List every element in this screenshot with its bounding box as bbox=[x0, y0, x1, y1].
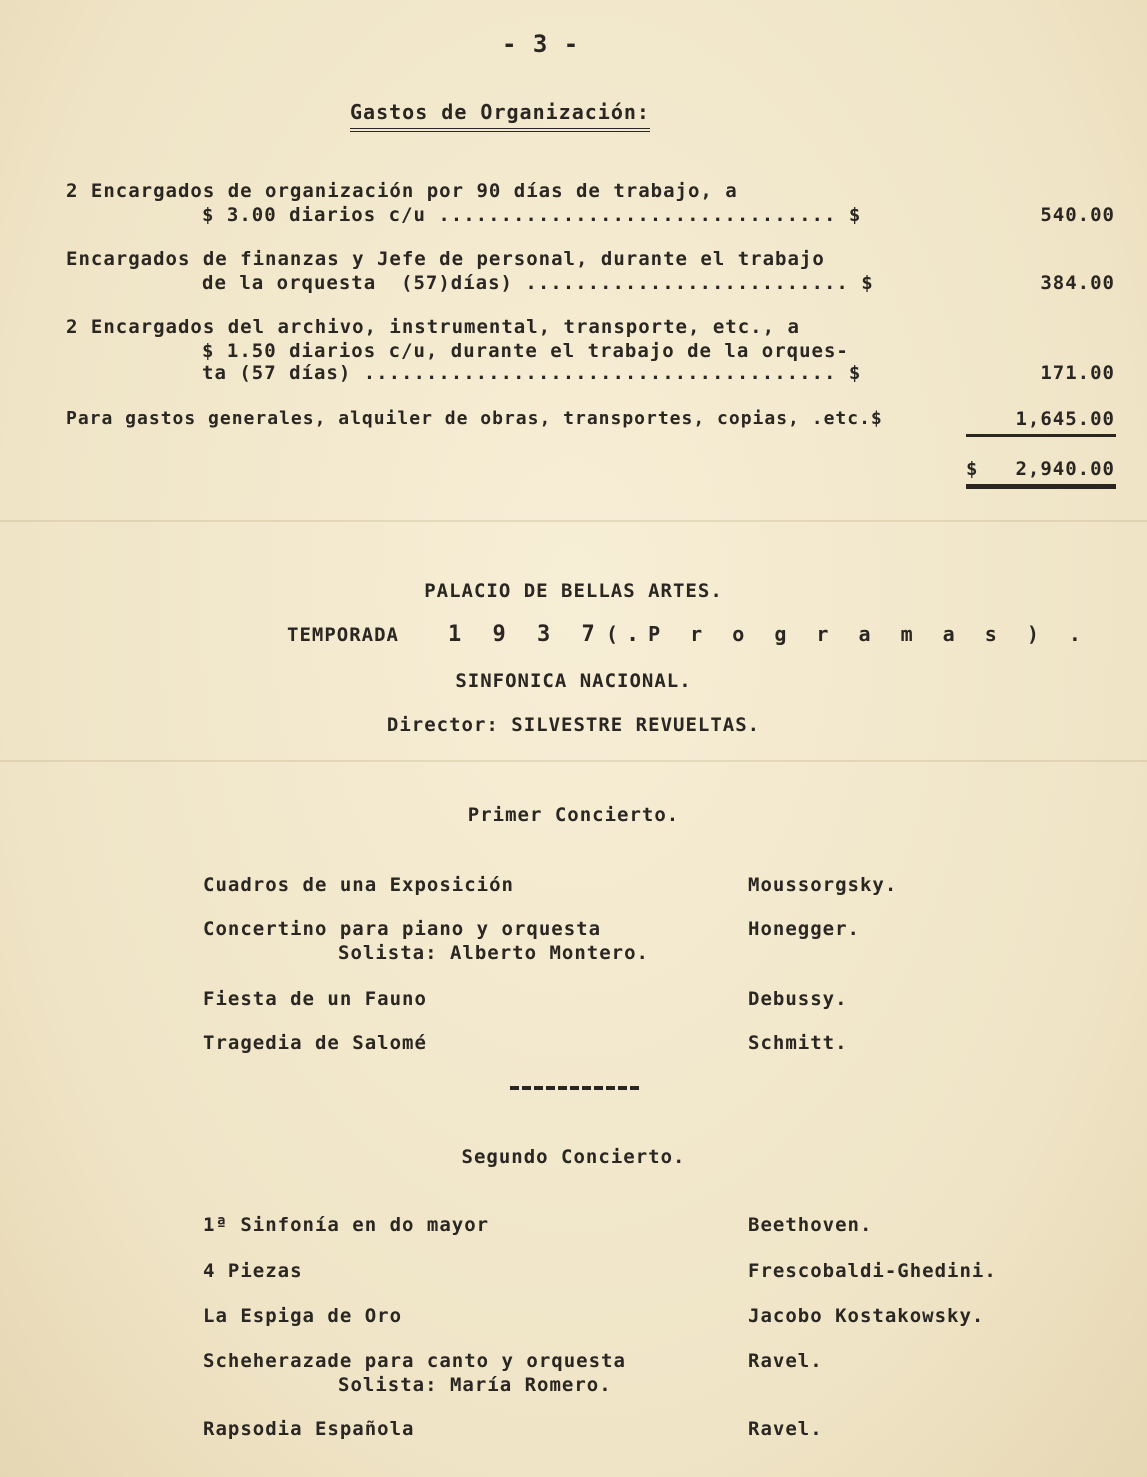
concert-1-work-2: Concertino para piano y orquesta bbox=[203, 918, 602, 940]
expenses-heading: Gastos de Organización: bbox=[350, 100, 650, 132]
concert-2-work-1: 1ª Sinfonía en do mayor bbox=[203, 1214, 490, 1236]
concert-2-work-5: Rapsodia Española bbox=[203, 1418, 415, 1440]
concert-2-composer-2: Frescobaldi-Ghedini. bbox=[748, 1260, 997, 1282]
expense-item-1-line1: 2 Encargados de organización por 90 días de trabajo, a bbox=[66, 180, 738, 202]
season-year: 1 9 3 7 . bbox=[448, 622, 649, 647]
total-double-rule bbox=[966, 484, 1116, 489]
expense-item-3-line3: ta (57 días) ...................................... $ bbox=[202, 362, 862, 384]
director: Director: SILVESTRE REVUELTAS. bbox=[386, 714, 761, 736]
concert-1-composer-2: Honegger. bbox=[748, 918, 860, 940]
concert-1-title: Primer Concierto. bbox=[467, 804, 680, 826]
page-number: - 3 - bbox=[502, 30, 580, 58]
concert-2-work-4: Scheherazade para canto y orquesta bbox=[203, 1350, 626, 1372]
total-currency: $ bbox=[966, 458, 979, 480]
section-separator bbox=[510, 1086, 640, 1090]
concert-2-composer-5: Ravel. bbox=[748, 1418, 823, 1440]
concert-2-work-3: La Espiga de Oro bbox=[203, 1305, 403, 1327]
season-label: TEMPORADA bbox=[287, 624, 399, 646]
concert-1-soloist-2: Solista: Alberto Montero. bbox=[338, 942, 649, 964]
concert-1-composer-3: Debussy. bbox=[748, 988, 848, 1010]
concert-1-work-1: Cuadros de una Exposición bbox=[203, 874, 514, 896]
concert-2-composer-3: Jacobo Kostakowsky. bbox=[748, 1305, 985, 1327]
concert-2-soloist-4: Solista: María Romero. bbox=[338, 1374, 612, 1396]
expense-item-4-line1: Para gastos generales, alquiler de obras, transportes, copias, .etc.$ bbox=[66, 408, 883, 429]
expense-item-3-amount: 171.00 bbox=[1040, 362, 1115, 384]
concert-2-work-2: 4 Piezas bbox=[203, 1260, 303, 1282]
concert-2-title: Segundo Concierto. bbox=[461, 1146, 686, 1168]
expense-item-2-line2: de la orquesta (57)días) .......................... $ bbox=[202, 272, 874, 294]
total-amount: 2,940.00 bbox=[1015, 458, 1115, 480]
expense-item-2-amount: 384.00 bbox=[1040, 272, 1115, 294]
concert-1-composer-4: Schmitt. bbox=[748, 1032, 848, 1054]
season-note: ( P r o g r a m a s ) . bbox=[606, 622, 1090, 646]
paper-fold bbox=[0, 520, 1147, 522]
concert-2-composer-4: Ravel. bbox=[748, 1350, 823, 1372]
expense-item-1-line2: $ 3.00 diarios c/u ................................ $ bbox=[202, 204, 862, 226]
expense-item-1-amount: 540.00 bbox=[1040, 204, 1115, 226]
expense-item-4-amount: 1,645.00 bbox=[1015, 408, 1115, 430]
expense-item-3-line2: $ 1.50 diarios c/u, durante el trabajo de la orques- bbox=[202, 340, 849, 362]
venue: PALACIO DE BELLAS ARTES. bbox=[424, 580, 723, 602]
expense-item-3-line1: 2 Encargados del archivo, instrumental, transporte, etc., a bbox=[66, 316, 800, 338]
paper-fold bbox=[0, 760, 1147, 762]
concert-2-composer-1: Beethoven. bbox=[748, 1214, 873, 1236]
orchestra-name: SINFONICA NACIONAL. bbox=[455, 670, 692, 692]
expense-item-2-line1: Encargados de finanzas y Jefe de personal, durante el trabajo bbox=[66, 248, 825, 270]
concert-1-work-4: Tragedia de Salomé bbox=[203, 1032, 427, 1054]
concert-1-composer-1: Moussorgsky. bbox=[748, 874, 898, 896]
subtotal-rule bbox=[966, 434, 1116, 437]
concert-1-work-3: Fiesta de un Fauno bbox=[203, 988, 427, 1010]
